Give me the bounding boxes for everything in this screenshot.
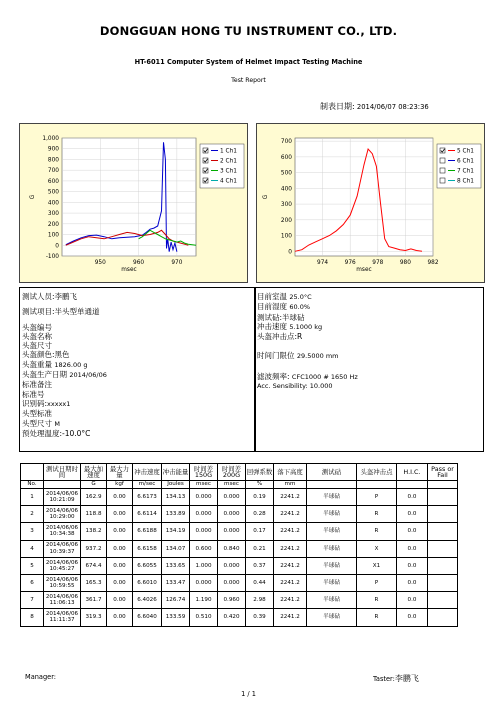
header-cell: [21, 464, 44, 481]
helmet-weight: [22, 360, 107, 370]
cell-t200: 0.000: [218, 489, 246, 506]
x-tick-label: 970: [171, 260, 183, 266]
x-tick-label: 982: [427, 260, 439, 266]
y-tick-label: 600: [47, 178, 59, 185]
cell-j: 133.59: [162, 609, 190, 626]
y-tick-label: 500: [47, 189, 59, 196]
cell-kgf: 0.00: [107, 523, 133, 540]
cell-datetime: [44, 540, 81, 557]
headform-size: [22, 419, 107, 429]
cell-g: 674.4: [81, 557, 107, 574]
cell-date: 2014/06/06: [45, 594, 79, 601]
cell-kgf: 0.00: [107, 540, 133, 557]
cell-datetime: [44, 506, 81, 523]
cell-h: 2241.2: [274, 592, 307, 609]
tester-name: 李鹏飞: [394, 674, 419, 683]
cell-date: 2014/06/06: [45, 611, 79, 618]
cell-time: 11:06:13: [49, 600, 75, 607]
cell-date: 2014/06/06: [45, 525, 79, 532]
cell-g: 118.8: [81, 506, 107, 523]
cell-v: 6.6010: [133, 574, 162, 591]
y-tick-label: 400: [280, 186, 292, 193]
cell-anvil: 半球砧: [307, 489, 357, 506]
cell-t200: 0.840: [218, 540, 246, 557]
y-tick-label: -100: [45, 254, 59, 260]
cell-pf: [428, 557, 458, 574]
unit-cell: msec: [218, 481, 246, 489]
table-row: [21, 574, 458, 591]
cell-hic: 0.0: [397, 506, 428, 523]
y-tick-label: 500: [280, 170, 292, 177]
table-header-row: [21, 464, 458, 481]
cell-t200: 0.000: [218, 523, 246, 540]
cell-t200: 0.960: [218, 592, 246, 609]
table-row: [21, 506, 458, 523]
humidity-label: 目前湿度: [257, 302, 287, 312]
cell-date: 2014/06/06: [45, 542, 79, 549]
cell-j: 133.89: [162, 506, 190, 523]
unit-cell: [357, 481, 397, 489]
standard-mark: 标准备注: [22, 380, 52, 390]
header-cell: 最大加速度: [81, 464, 107, 481]
cell-kgf: 0.00: [107, 506, 133, 523]
helmet-weight-label: 头盔重量: [22, 359, 52, 369]
cell-anvil: 半球砧: [307, 506, 357, 523]
y-tick-label: 1,000: [42, 136, 59, 142]
cell-hic: 0.0: [397, 540, 428, 557]
results-table: [20, 463, 458, 627]
header-cell: H.I.C.: [397, 464, 428, 481]
manager-label: Manager:: [25, 673, 57, 681]
cell-v: 6.6040: [133, 609, 162, 626]
cell-j: 133.65: [162, 557, 190, 574]
cell-t150: 0.000: [190, 489, 218, 506]
cell-no: 1: [21, 489, 44, 506]
cell-j: 134.07: [162, 540, 190, 557]
unit-cell: m/sec: [133, 481, 162, 489]
tester-label: Taster:: [373, 675, 395, 683]
cell-kgf: 0.00: [107, 592, 133, 609]
cell-date: 2014/06/06: [45, 508, 79, 515]
cell-no: 7: [21, 592, 44, 609]
header-cell: 最大力量: [107, 464, 133, 481]
y-tick-label: 0: [55, 243, 59, 250]
tester-line: 测试人员:李鹏飞: [22, 292, 78, 301]
filter-freq: [257, 372, 358, 382]
helmet-name: 头盔名称: [22, 331, 52, 341]
legend-label: 6 Ch1: [457, 158, 474, 165]
helmet-date-value: 2014/06/06: [69, 371, 107, 380]
header-cell: 冲击能量: [162, 464, 190, 481]
cell-anvil: 半球砧: [307, 609, 357, 626]
y-tick-label: 200: [280, 217, 292, 224]
x-tick-label: 960: [133, 260, 145, 266]
cell-r: 0.21: [246, 540, 274, 557]
cell-datetime: [44, 489, 81, 506]
cell-j: 134.13: [162, 489, 190, 506]
cell-datetime: [44, 523, 81, 540]
room-temp: [257, 292, 358, 302]
cell-hic: 0.0: [397, 523, 428, 540]
cell-r: 0.37: [246, 557, 274, 574]
y-tick-label: 200: [47, 221, 59, 228]
cell-datetime: [44, 609, 81, 626]
cell-time: 10:45:27: [49, 565, 75, 572]
helmet-date: [22, 370, 107, 380]
pretreat-temp: [22, 429, 107, 438]
cell-r: 0.19: [246, 489, 274, 506]
header-cell: Pass or Fail: [428, 464, 458, 481]
pretreat-value: -10.0°C: [62, 428, 91, 438]
header-cell: 测试日期时间: [44, 464, 81, 481]
unit-cell: [428, 481, 458, 489]
cell-anvil: 半球砧: [307, 540, 357, 557]
legend-label: 7 Ch1: [457, 168, 474, 175]
cell-r: 0.28: [246, 506, 274, 523]
cell-g: 937.2: [81, 540, 107, 557]
id-code: [22, 399, 107, 409]
table-row: [21, 592, 458, 609]
info-panel-right: [254, 287, 484, 452]
cell-h: 2241.2: [274, 540, 307, 557]
cell-time: 10:39:37: [49, 548, 75, 555]
x-axis-label: msec: [356, 267, 372, 273]
cell-no: 4: [21, 540, 44, 557]
cell-hic: 0.0: [397, 489, 428, 506]
cell-v: 6.6173: [133, 489, 162, 506]
header-cell: 时间差 150G: [190, 464, 218, 481]
cell-date: 2014/06/06: [45, 576, 79, 583]
cell-date: 2014/06/06: [45, 490, 79, 497]
cell-no: 5: [21, 557, 44, 574]
cell-t200: 0.420: [218, 609, 246, 626]
cell-pf: [428, 574, 458, 591]
cell-v: 6.6158: [133, 540, 162, 557]
table-row: [21, 557, 458, 574]
y-tick-label: 100: [280, 233, 292, 240]
cell-anvil: 半球砧: [307, 592, 357, 609]
table-row: [21, 540, 458, 557]
table-date-label: 制表日期:: [320, 102, 355, 111]
cell-date: 2014/06/06: [45, 559, 79, 566]
chart-2-svg: [257, 124, 484, 282]
helmet-size: 头盔尺寸: [22, 341, 52, 351]
y-tick-label: 800: [47, 157, 59, 164]
cell-pf: [428, 523, 458, 540]
cell-datetime: [44, 557, 81, 574]
cell-pt: P: [357, 574, 397, 591]
cell-h: 2241.2: [274, 574, 307, 591]
cell-t150: 0.600: [190, 540, 218, 557]
legend-label: 1 Ch1: [220, 148, 237, 155]
time-gate-value: 29.5000 mm: [296, 352, 339, 361]
cell-anvil: 半球砧: [307, 523, 357, 540]
cell-h: 2241.2: [274, 557, 307, 574]
y-tick-label: 400: [47, 200, 59, 207]
info-panel-left: [19, 287, 256, 452]
helmet-color-value: 黑色: [54, 350, 70, 360]
cell-h: 2241.2: [274, 506, 307, 523]
cell-pf: [428, 592, 458, 609]
unit-cell: [307, 481, 357, 489]
cell-j: 126.74: [162, 592, 190, 609]
unit-cell: No.: [21, 481, 44, 489]
cell-g: 165.3: [81, 574, 107, 591]
cell-t150: 0.000: [190, 523, 218, 540]
cell-time: 11:11:37: [49, 617, 75, 624]
table-body: [21, 489, 458, 627]
y-tick-label: 0: [288, 249, 292, 256]
impact-speed-value: 5.1000 kg: [289, 322, 323, 331]
cell-g: 361.7: [81, 592, 107, 609]
unit-cell: mm: [274, 481, 307, 489]
cell-v: 6.6188: [133, 523, 162, 540]
cell-kgf: 0.00: [107, 609, 133, 626]
y-tick-label: 600: [280, 154, 292, 161]
cell-no: 2: [21, 506, 44, 523]
cell-hic: 0.0: [397, 557, 428, 574]
unit-cell: [397, 481, 428, 489]
legend-label: 2 Ch1: [220, 158, 237, 165]
header-cell: 回弹系数: [246, 464, 274, 481]
legend-checkbox: [440, 158, 445, 163]
x-tick-label: 978: [372, 260, 384, 266]
header-cell: 冲击速度: [133, 464, 162, 481]
cell-h: 2241.2: [274, 489, 307, 506]
y-axis-label: G: [263, 194, 269, 200]
y-axis-label: G: [30, 194, 36, 200]
report-subtitle: HT-6011 Computer System of Helmet Impact Testing Machine: [134, 58, 363, 66]
unit-cell: [44, 481, 81, 489]
cell-v: 6.6114: [133, 506, 162, 523]
pretreat-label: 预处理温度:: [22, 428, 63, 438]
time-gate-label: 时间门限位: [257, 351, 295, 361]
cell-j: 134.19: [162, 523, 190, 540]
anvil-line: 测试砧:半球砧: [257, 312, 305, 322]
table-row: [21, 523, 458, 540]
impact-speed: [257, 322, 358, 332]
headform-size-label: 头型尺寸: [22, 418, 52, 428]
unit-cell: %: [246, 481, 274, 489]
y-tick-label: 300: [280, 202, 292, 209]
x-tick-label: 980: [399, 260, 411, 266]
headform-standard: 头型标准: [22, 409, 52, 419]
table-unit-row: [21, 481, 458, 489]
cell-datetime: [44, 574, 81, 591]
cell-h: 2241.2: [274, 523, 307, 540]
chart-2: [256, 123, 485, 283]
chart-1-svg: [20, 124, 247, 282]
unit-cell: G: [81, 481, 107, 489]
unit-cell: kgf: [107, 481, 133, 489]
cell-pf: [428, 540, 458, 557]
id-code-value: xxxxx1: [47, 399, 71, 408]
y-tick-label: 700: [47, 168, 59, 175]
time-gate: [257, 351, 358, 361]
table-row: [21, 609, 458, 626]
humidity: [257, 302, 358, 312]
cell-kgf: 0.00: [107, 557, 133, 574]
cell-pf: [428, 506, 458, 523]
cell-hic: 0.0: [397, 574, 428, 591]
report-title: Test Report: [231, 77, 266, 84]
cell-g: 162.9: [81, 489, 107, 506]
headform-size-value: M: [54, 419, 60, 428]
legend-checkbox: [440, 168, 445, 173]
helmet-date-label: 头盔生产日期: [22, 370, 67, 380]
x-axis-label: msec: [121, 267, 137, 273]
impact-speed-label: 冲击速度: [257, 321, 287, 331]
y-tick-label: 700: [280, 139, 292, 146]
helmet-color: [22, 350, 107, 359]
cell-pt: R: [357, 523, 397, 540]
cell-h: 2241.2: [274, 609, 307, 626]
cell-t200: 0.000: [218, 557, 246, 574]
humidity-value: 60.0%: [289, 303, 311, 312]
legend-checkbox: [440, 178, 445, 183]
cell-g: 319.3: [81, 609, 107, 626]
cell-pt: P: [357, 489, 397, 506]
cell-no: 6: [21, 574, 44, 591]
cell-pf: [428, 609, 458, 626]
y-tick-label: 900: [47, 146, 59, 153]
cell-r: 2.98: [246, 592, 274, 609]
cell-anvil: 半球砧: [307, 574, 357, 591]
cell-t150: 1.000: [190, 557, 218, 574]
y-tick-label: 100: [47, 232, 59, 239]
cell-kgf: 0.00: [107, 489, 133, 506]
helmet-weight-value: 1826.00 g: [54, 360, 88, 369]
table-date: [320, 101, 429, 112]
cell-datetime: [44, 592, 81, 609]
cell-pt: X1: [357, 557, 397, 574]
impact-point: 头盔冲击点:R: [257, 332, 303, 342]
cell-g: 138.2: [81, 523, 107, 540]
cell-v: 6.6055: [133, 557, 162, 574]
cell-pt: R: [357, 592, 397, 609]
cell-no: 8: [21, 609, 44, 626]
room-temp-value: 25.0°C: [289, 293, 312, 301]
standard-no: 标准号: [22, 389, 45, 399]
cell-j: 133.47: [162, 574, 190, 591]
cell-r: 0.17: [246, 523, 274, 540]
cell-t200: 0.000: [218, 574, 246, 591]
cell-t150: 1.190: [190, 592, 218, 609]
cell-t150: 0.000: [190, 574, 218, 591]
cell-r: 0.39: [246, 609, 274, 626]
project-line: 测试项目:半头型单通道: [22, 307, 100, 317]
cell-time: 10:21:09: [49, 497, 75, 504]
x-tick-label: 976: [344, 260, 356, 266]
table-row: [21, 489, 458, 506]
cell-t200: 0.000: [218, 506, 246, 523]
header-cell: 测试砧: [307, 464, 357, 481]
y-tick-label: 300: [47, 211, 59, 218]
sensitivity: Acc. Sensibility: 10.000: [257, 382, 333, 391]
cell-r: 0.44: [246, 574, 274, 591]
cell-pt: R: [357, 506, 397, 523]
cell-time: 10:34:38: [49, 531, 75, 538]
legend-label: 4 Ch1: [220, 178, 237, 185]
unit-cell: Joules: [162, 481, 190, 489]
cell-time: 10:59:55: [49, 583, 75, 590]
cell-t150: 0.510: [190, 609, 218, 626]
cell-v: 6.4026: [133, 592, 162, 609]
cell-pf: [428, 489, 458, 506]
header-cell: 落下高度: [274, 464, 307, 481]
cell-kgf: 0.00: [107, 574, 133, 591]
header-cell: 时间差 200G: [218, 464, 246, 481]
plot-area: [295, 138, 433, 256]
cell-t150: 0.000: [190, 506, 218, 523]
table-date-value: 2014/06/07 08:23:36: [356, 103, 429, 111]
legend-label: 5 Ch1: [457, 148, 474, 155]
chart-1: [19, 123, 248, 283]
legend-label: 3 Ch1: [220, 168, 237, 175]
id-code-label: 识别码:: [22, 398, 48, 408]
room-temp-label: 目前室温: [257, 292, 287, 301]
cell-pt: X: [357, 540, 397, 557]
header-cell: 头盔冲击点: [357, 464, 397, 481]
x-tick-label: 974: [317, 260, 329, 266]
helmet-color-label: 头盔颜色:: [22, 350, 55, 360]
x-tick-label: 950: [94, 260, 106, 266]
cell-hic: 0.0: [397, 609, 428, 626]
legend-label: 8 Ch1: [457, 178, 474, 185]
cell-anvil: 半球砧: [307, 557, 357, 574]
cell-pt: R: [357, 609, 397, 626]
cell-no: 3: [21, 523, 44, 540]
cell-time: 10:29:00: [49, 514, 75, 521]
company-name: DONGGUAN HONG TU INSTRUMENT CO., LTD.: [99, 24, 398, 38]
cell-hic: 0.0: [397, 592, 428, 609]
filter-value: CFC1000 # 1650 Hz: [291, 372, 358, 381]
helmet-no: 头盔编号: [22, 322, 52, 332]
filter-label: 滤波频率:: [257, 371, 290, 381]
page-number: 1 / 1: [241, 690, 256, 698]
tester-signature: [373, 673, 419, 684]
unit-cell: msec: [190, 481, 218, 489]
